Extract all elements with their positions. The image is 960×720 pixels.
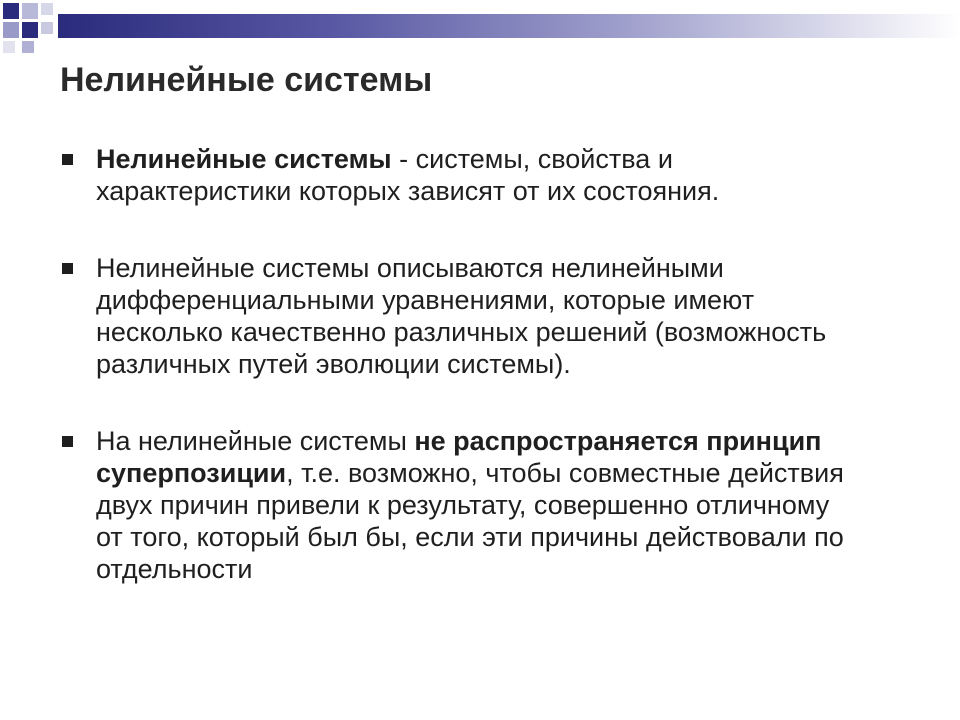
square-bullet-icon	[62, 154, 73, 165]
square-bullet-icon	[62, 436, 73, 447]
slide-title: Нелинейные системы	[60, 61, 433, 99]
bullet-bold-middle: не распространяется принцип суперпозиции	[96, 426, 822, 488]
deco-square	[22, 3, 38, 19]
bullet-item-definition	[60, 143, 860, 207]
bullet-item-superposition	[60, 425, 860, 585]
bullet-text: - системы, свойства и характеристики которых зависят от их состояния.	[96, 144, 720, 206]
header-gradient-bar	[58, 14, 960, 38]
deco-square	[3, 41, 15, 53]
bullet-item-equations	[60, 252, 860, 380]
square-bullet-icon	[62, 263, 73, 274]
deco-square	[3, 3, 19, 19]
bullet-text-before: На нелинейные системы	[96, 426, 415, 456]
deco-square	[22, 41, 34, 53]
bullet-text: Нелинейные системы описываются нелинейными дифференциальными уравнениями, которые имеют несколько качественно различных решений (возможность различных путей эволюции системы).	[96, 253, 827, 379]
deco-square	[3, 22, 19, 38]
deco-square	[41, 22, 53, 34]
deco-square	[41, 3, 53, 15]
bullet-bold-lead: Нелинейные системы	[96, 144, 392, 174]
deco-square	[22, 22, 38, 38]
bullet-text-after: , т.е. возможно, чтобы совместные действия двух причин привели к результату, совершенно отличному от того, который был бы, если эти причины действовали по отдельности	[96, 458, 844, 584]
bullet-list	[60, 143, 860, 585]
